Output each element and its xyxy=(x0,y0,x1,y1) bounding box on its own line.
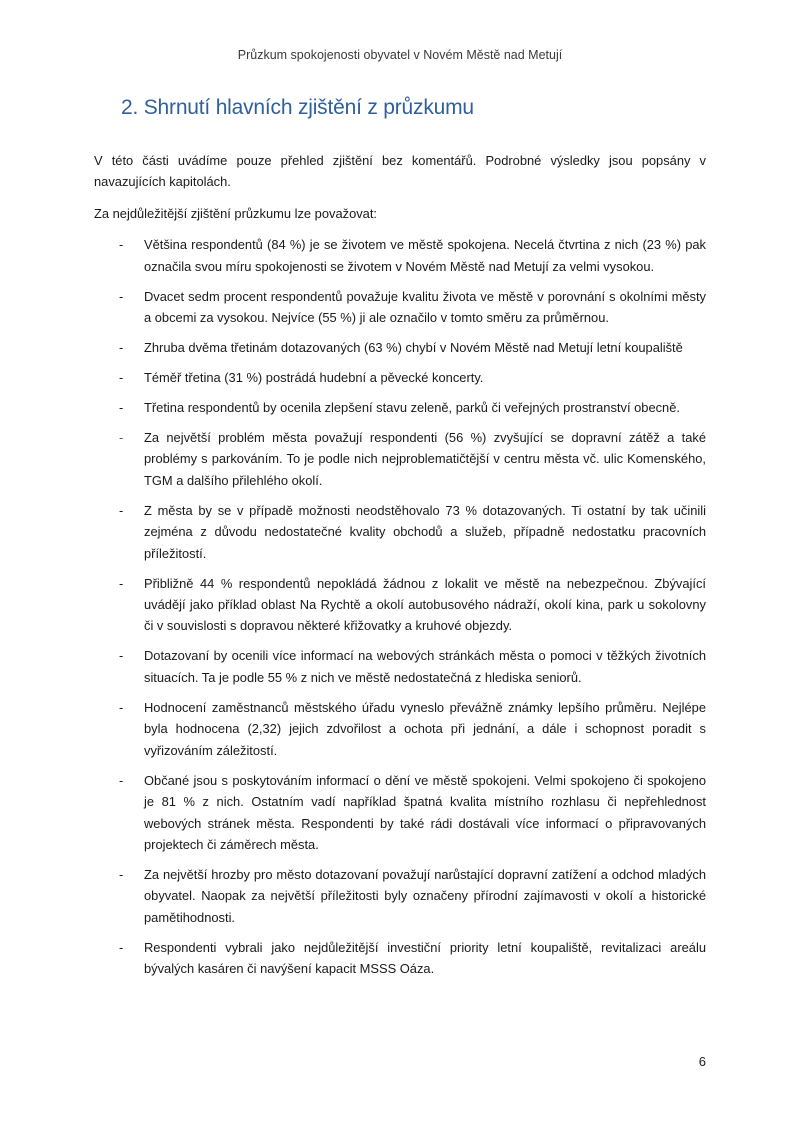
bullet-dash: - xyxy=(119,939,124,955)
list-item xyxy=(94,573,706,637)
list-item xyxy=(94,864,706,928)
findings-list xyxy=(94,234,706,979)
list-item-text: Třetina respondentů by ocenila zlepšení stavu zeleně, parků či veřejných prostranství obecně. xyxy=(144,400,680,416)
bullet-dash: - xyxy=(119,866,124,882)
list-item-text: Z města by se v případě možnosti neodstěhovalo 73 % dotazovaných. Ti ostatní by tak učinili zejména z důvodu nedostatečné kvality obchodů a služeb, případně nedostatku pracovních příležitostí. xyxy=(144,502,706,561)
list-item-text: Respondenti vybrali jako nejdůležitější investiční priority letní koupaliště, revitalizaci areálu bývalých kasáren či navýšení kapacit MSSS Oáza. xyxy=(144,939,706,977)
section-body xyxy=(94,150,706,988)
list-item xyxy=(94,234,706,277)
bullet-dash: - xyxy=(119,648,124,664)
lead-paragraph: Za nejdůležitější zjištění průzkumu lze považovat: xyxy=(94,205,378,221)
bullet-dash: - xyxy=(119,370,124,386)
list-item xyxy=(94,367,706,388)
list-item xyxy=(94,697,706,761)
list-item xyxy=(94,427,706,491)
list-item xyxy=(94,500,706,564)
intro-paragraph: V této části uvádíme pouze přehled zjištění bez komentářů. Podrobné výsledky jsou popsány v navazujících kapitolách. xyxy=(94,153,706,190)
page-number: 6 xyxy=(698,1054,706,1069)
bullet-dash: - xyxy=(119,237,124,253)
list-item-text: Dotazovaní by ocenili více informací na webových stránkách města o pomoci v těžkých životních situacích. Ta je podle 55 % z nich ve městě nedostatečná z hlediska seniorů. xyxy=(144,648,706,685)
list-item-text: Téměř třetina (31 %) postrádá hudební a pěvecké koncerty. xyxy=(144,370,484,386)
list-item-text: Občané jsou s poskytováním informací o dění ve městě spokojeni. Velmi spokojeno či spokojeno je 81 % z nich. Ostatním vadí například špatná kvalita místního rozhlasu či nepřehlednost webových stránek města. Respondenti by také rádi dostávali více informací o připravovaných projektech či záměrech města. xyxy=(144,772,706,852)
list-item xyxy=(94,397,706,418)
running-header: Průzkum spokojenosti obyvatel v Novém Městě nad Metují xyxy=(237,48,563,62)
list-item-text: Za největší hrozby pro město dotazovaní považují narůstající dopravní zatížení a odchod mladých obyvatel. Naopak za největší příležitosti byly označeny přírodní zajímavosti v okolí a historické pamětihodnosti. xyxy=(144,866,706,925)
bullet-dash: - xyxy=(119,699,124,715)
bullet-dash: - xyxy=(119,575,124,591)
list-item-text: Hodnocení zaměstnanců městského úřadu vyneslo převážně známky lepšího průměru. Nejlépe byla hodnocena (2,32) jejich zdvořilost a ochota při jednání, a dále i schopnost poradit s vyřizováním záležitostí. xyxy=(144,699,706,758)
list-item-text: Za největší problém města považují respondenti (56 %) zvyšující se dopravní zátěž a také problémy s parkováním. To je podle nich nejproblematičtější v centru města vč. ulic Komenského, TGM a dalšího přilehlého okolí. xyxy=(144,430,706,488)
list-item xyxy=(94,937,706,980)
bullet-dash: - xyxy=(119,772,124,788)
list-item xyxy=(94,645,706,688)
bullet-dash: - xyxy=(119,400,124,416)
bullet-dash: - xyxy=(119,288,124,304)
bullet-dash: - xyxy=(119,340,124,356)
list-item-text: Zhruba dvěma třetinám dotazovaných (63 %) chybí v Novém Městě nad Metují letní koupaliště xyxy=(144,340,683,356)
list-item xyxy=(94,770,706,856)
list-item-text: Dvacet sedm procent respondentů považuje kvalitu života ve městě v porovnání s okolními městy a obcemi za vysokou. Nejvíce (55 %) ji ale označilo v tomto směru za průměrnou. xyxy=(144,288,706,326)
list-item-text: Většina respondentů (84 %) je se životem ve městě spokojena. Necelá čtvrtina z nich (23 %) pak označila svou míru spokojenosti se životem v Novém Městě nad Metují za velmi vysokou. xyxy=(144,237,706,274)
list-item xyxy=(94,286,706,329)
list-item-text: Přibližně 44 % respondentů nepokládá žádnou z lokalit ve městě na nebezpečnou. Zbývající uvádějí jako příklad oblast Na Rychtě a okolí autobusového nádraží, okolí kina, park u sokolovny či v souvislosti s dopravou některé křižovatky a kruhové objezdy. xyxy=(144,575,706,634)
bullet-dash: - xyxy=(119,430,124,446)
section-heading: 2. Shrnutí hlavních zjištění z průzkumu xyxy=(121,96,474,119)
list-item xyxy=(94,337,706,358)
bullet-dash: - xyxy=(119,502,124,518)
